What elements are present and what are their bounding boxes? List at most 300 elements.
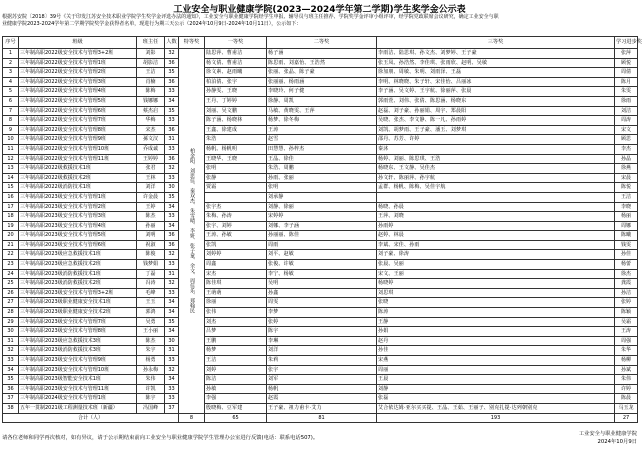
cell-first: 王鹏 — [205, 336, 267, 346]
cell-teacher: 陈杰 — [137, 212, 165, 222]
cell-count: 32 — [165, 365, 179, 375]
cell-third: 孙文轩、陈丽萍、孙宇航 — [377, 173, 615, 183]
cell-teacher: 孙永梅 — [137, 365, 165, 375]
cell-class: 三年制高职2023级安全技术与管理11班 — [19, 384, 137, 394]
cell-second: 杨帆 — [267, 384, 377, 394]
cell-class: 三年制高职2022级安全技术与管理1班 — [19, 58, 137, 68]
cell-teacher: 王婷 — [137, 202, 165, 212]
total-third: 193 — [377, 413, 615, 423]
cell-third: 吴晓、张杰、李文静、陈一凡、孙雨婷 — [377, 116, 615, 126]
header-special: 特等奖 — [179, 37, 205, 49]
cell-first: 吕梦 — [205, 327, 267, 337]
cell-third: 陈涛 — [377, 308, 615, 318]
cell-progress: 陈晨 — [615, 394, 638, 404]
cell-second: 李琳 — [267, 336, 377, 346]
cell-third: 张玉凤、孙浩然、李佳琪、张雨欣、赵明、吴敏 — [377, 58, 615, 68]
cell-class: 三年制高职2022级安全技术与管理10班 — [19, 144, 137, 154]
cell-no: 19 — [3, 221, 19, 231]
cell-no: 38 — [3, 403, 19, 413]
cell-progress: 孙佳 — [615, 250, 638, 260]
cell-teacher: 陈梅 — [137, 87, 165, 97]
cell-progress: 张婷 — [615, 298, 638, 308]
cell-no: 30 — [3, 327, 19, 337]
cell-progress: 钱雯 — [615, 240, 638, 250]
cell-count: 36 — [165, 231, 179, 241]
table-row — [3, 164, 638, 174]
cell-no: 34 — [3, 365, 19, 375]
cell-first: 贾霜 — [205, 183, 267, 193]
cell-third: 张磊 — [377, 394, 615, 404]
cell-third: 郭雨萱、刘伟、张倩、陈思涵、杨晓东 — [377, 96, 615, 106]
cell-count: 35 — [165, 106, 179, 116]
header-count: 人数 — [165, 37, 179, 49]
cell-class: 三年制高职2023级职业健康安全技术2班 — [19, 308, 137, 318]
cell-teacher: 冯涛 — [137, 279, 165, 289]
cell-first: 王鑫、徐建成 — [205, 125, 267, 135]
cell-second: 张宇 — [267, 365, 377, 375]
cell-second: 王子豪、祖力甫卡·艾力 — [267, 403, 377, 413]
total-second: 81 — [267, 413, 377, 423]
cell-teacher: 许金晨 — [137, 192, 165, 202]
cell-teacher: 祝淑 — [137, 240, 165, 250]
header-third: 三等奖 — [377, 37, 615, 49]
cell-second: 田慧慧、孙梓杰 — [267, 144, 377, 154]
table-row — [3, 327, 638, 337]
cell-count: 34 — [165, 202, 179, 212]
cell-no: 33 — [3, 356, 19, 366]
cell-class: 三年制高职2024级安全技术与管理1班 — [19, 394, 137, 404]
cell-third: 孙佳 — [377, 346, 615, 356]
cell-class: 三年制高职2022级安全技术与管理4班 — [19, 87, 137, 97]
cell-no: 15 — [3, 183, 19, 193]
cell-no: 22 — [3, 250, 19, 260]
cell-class: 三年制高职2023级职业健康安全技术1班 — [19, 298, 137, 308]
cell-count: 36 — [165, 58, 179, 68]
cell-class: 三年制高职2023级应急救援技术3班 — [19, 336, 137, 346]
cell-third: 张晨、吴丽 — [377, 260, 615, 270]
table-row — [3, 96, 638, 106]
signature-block — [500, 430, 637, 446]
cell-third: 刘凯、胡梦雨、王子豪、潘玉、刘梦琪 — [377, 125, 615, 135]
cell-progress: 王涛 — [615, 327, 638, 337]
cell-teacher: 吴勇 — [137, 317, 165, 327]
total-first: 65 — [205, 413, 267, 423]
cell-teacher: 王林 — [137, 173, 165, 183]
cell-first: 殷晓梅、豆军建 — [205, 403, 267, 413]
signature-org: 工业安全与职业健康学院 — [578, 431, 637, 437]
table-row — [3, 221, 638, 231]
cell-third: 秦沐 — [377, 144, 615, 154]
table-row — [3, 394, 638, 404]
table-row — [3, 212, 638, 222]
cell-count: 30 — [165, 336, 179, 346]
cell-no: 3 — [3, 68, 19, 78]
table-row — [3, 260, 638, 270]
cell-count: 32 — [165, 49, 179, 59]
table-row — [3, 279, 638, 289]
cell-first: 张凯 — [205, 240, 267, 250]
cell-first: 刘丽、吴文鹏 — [205, 106, 267, 116]
cell-count: 33 — [165, 116, 179, 126]
cell-teacher: 孙丽 — [137, 221, 165, 231]
cell-second: 刘静、徐丽 — [267, 202, 377, 212]
footer-note: 请各位老师和同学再次核对，如有异议，请于公示期结束前向工业安全与职业健康学院学生管理办公室进行反馈(电话：联系电话507)。 — [2, 435, 319, 441]
cell-no: 9 — [3, 125, 19, 135]
cell-class: 三年制高职2022级安全技术与管理11班 — [19, 154, 137, 164]
cell-progress: 杨丽 — [615, 212, 638, 222]
table-row — [3, 403, 638, 413]
cell-no: 29 — [3, 317, 19, 327]
cell-first: 杨梦 — [205, 346, 267, 356]
cell-count: 31 — [165, 346, 179, 356]
cell-teacher: 王洁 — [137, 68, 165, 78]
cell-no: 1 — [3, 49, 19, 59]
cell-first: 刘婷婷 — [205, 250, 267, 260]
cell-second: 陈宇 — [267, 327, 377, 337]
cell-teacher: 王婷婷 — [137, 154, 165, 164]
cell-third: 徐加朋、周敏、朱明、刘雨泽、王磊 — [377, 68, 615, 78]
cell-class: 三年制高职2023级消防救援技术3班 — [19, 346, 137, 356]
cell-no: 32 — [3, 346, 19, 356]
cell-class: 三年制高职2022级安全技术与管理3班 — [19, 77, 137, 87]
cell-class: 三年制高职2022级安全技术与管理9班 — [19, 135, 137, 145]
cell-first: 杨帆、杨帆明 — [205, 144, 267, 154]
cell-second: 刘承静 — [267, 192, 377, 202]
cell-no: 18 — [3, 212, 19, 222]
cell-third: 王静 — [377, 317, 615, 327]
cell-no: 13 — [3, 164, 19, 174]
cell-no: 2 — [3, 58, 19, 68]
cell-no: 10 — [3, 135, 19, 145]
cell-second: 刘娜、李子涵 — [267, 221, 377, 231]
cell-second: 刘军 — [267, 375, 377, 385]
table-row — [3, 49, 638, 59]
cell-second: 李宁、杨敏 — [267, 269, 377, 279]
cell-third: 刘静 — [377, 384, 615, 394]
cell-progress: 李杰 — [615, 144, 638, 154]
cell-second: 王涛 — [267, 125, 377, 135]
cell-teacher: 王小丽 — [137, 327, 165, 337]
cell-no: 21 — [3, 240, 19, 250]
cell-third: 孙雨婷 — [377, 221, 615, 231]
cell-teacher: 毛峰 — [137, 288, 165, 298]
cell-progress: 杨柳 — [615, 356, 638, 366]
cell-progress: 宋文 — [615, 125, 638, 135]
cell-progress: 陈颖 — [615, 308, 638, 318]
cell-teacher: 刘明 — [137, 231, 165, 241]
cell-class: 三年制高职2023级应急救援技术2班 — [19, 260, 137, 270]
cell-progress: 王洁 — [615, 192, 638, 202]
intro-line: 根据苏安院〔2018〕39号《关于印发江苏安全技术职业学院学生奖学金评选办法的通知》，工业安全与职业健康学院经学生申报、辅导员与班主任推荐、学院奖学金评审小组评审，经学院党政联席会议研究，确定工业安全与职 — [2, 14, 499, 20]
header-class: 班级 — [19, 37, 137, 49]
cell-no: 31 — [3, 336, 19, 346]
cell-count: 33 — [165, 87, 179, 97]
cell-no: 5 — [3, 87, 19, 97]
cell-teacher: 宋杰 — [137, 125, 165, 135]
table-row — [3, 125, 638, 135]
cell-first — [205, 192, 267, 202]
cell-class: 三年制高职2023级安全技术与管理4班 — [19, 221, 137, 231]
cell-third: 王萍、刘晓 — [377, 212, 615, 222]
cell-third: 刘子豪、徐涛 — [377, 250, 615, 260]
table-row — [3, 87, 638, 97]
cell-progress: 李晓 — [615, 202, 638, 212]
cell-second: 朱莉 — [267, 356, 377, 366]
cell-progress: 周倩 — [615, 68, 638, 78]
cell-teacher: 朱伟 — [137, 375, 165, 385]
cell-second: 马敏、黄晓雯、王萍 — [267, 106, 377, 116]
cell-second: 张丽丽、杨雨涵 — [267, 77, 377, 87]
cell-third: 刘思琪 — [377, 288, 615, 298]
cell-progress: 陈曦 — [615, 231, 638, 241]
cell-teacher: 杨勇 — [137, 356, 165, 366]
cell-progress: 朱华 — [615, 346, 638, 356]
cell-first: 刘杰 — [205, 317, 267, 327]
cell-second: 李梦 — [267, 308, 377, 318]
cell-progress: 孙斌 — [615, 365, 638, 375]
cell-third: 杨晓、孙晨 — [377, 202, 615, 212]
cell-progress: 顾悦 — [615, 58, 638, 68]
cell-class: 三年制高职2023级安全技术与管理5班 — [19, 231, 137, 241]
signature-date: 2024年10月9日 — [597, 439, 637, 445]
cell-progress: 许婷 — [615, 384, 638, 394]
cell-third — [377, 192, 615, 202]
cell-class: 三年制高职2022级救援技术1班 — [19, 164, 137, 174]
cell-second: 周雨 — [267, 240, 377, 250]
cell-class: 三年制高职2023级安全技术与管理2班 — [19, 202, 137, 212]
cell-count: 34 — [165, 221, 179, 231]
cell-second: 赵雪 — [267, 135, 377, 145]
cell-first: 徐文素、赵雨曦 — [205, 68, 267, 78]
table-row — [3, 192, 638, 202]
cell-first: 陆思萍、曹甫洁 — [205, 49, 267, 59]
cell-progress: 朱雯 — [615, 87, 638, 97]
table-row — [3, 77, 638, 87]
cell-progress: 周娜 — [615, 221, 638, 231]
cell-teacher: 陈俊 — [137, 250, 165, 260]
cell-progress: 徐雨 — [615, 96, 638, 106]
cell-count: 31 — [165, 135, 179, 145]
cell-count: 34 — [165, 96, 179, 106]
cell-no: 25 — [3, 279, 19, 289]
cell-teacher: 张君 — [137, 164, 165, 174]
cell-first: 王丹、丁婷婷 — [205, 96, 267, 106]
table-row — [3, 240, 638, 250]
table-row — [3, 68, 638, 78]
cell-class: 三年制高职2023级安全技术与管理10班 — [19, 365, 137, 375]
cell-count: 33 — [165, 212, 179, 222]
cell-progress: 吴霜 — [615, 317, 638, 327]
cell-teacher: 乔成诚 — [137, 144, 165, 154]
cell-first: 张宇、刘婷 — [205, 221, 267, 231]
cell-third: 李雨洁、陆思琪、孙文杰、刘梦婷、王子豪 — [377, 49, 615, 59]
award-table — [2, 36, 642, 423]
cell-second: 李晓玲、何子健 — [267, 87, 377, 97]
cell-third: 赵丹 — [377, 336, 615, 346]
cell-count: 33 — [165, 356, 179, 366]
cell-progress: 周强 — [615, 336, 638, 346]
table-row — [3, 356, 638, 366]
cell-third: 宋燕 — [377, 356, 615, 366]
cell-teacher: 陈宇 — [137, 394, 165, 404]
table-row — [3, 154, 638, 164]
table-row — [3, 375, 638, 385]
cell-second: 周雯 — [267, 298, 377, 308]
table-row — [3, 336, 638, 346]
cell-count: 36 — [165, 240, 179, 250]
cell-teacher: 朱宇 — [137, 346, 165, 356]
cell-first: 张静 — [205, 173, 267, 183]
total-progress: 27 — [615, 413, 638, 423]
cell-count: 35 — [165, 317, 179, 327]
header-first: 一等奖 — [205, 37, 267, 49]
table-row — [3, 317, 638, 327]
cell-class: 三年制高职2022级安全技术与管理3+2班 — [19, 49, 137, 59]
cell-first: 朱梅、孙涛 — [205, 212, 267, 222]
cell-second: 张婷 — [267, 317, 377, 327]
cell-second: 杨梦、徐冬梅 — [267, 116, 377, 126]
cell-first: 陈佳琪 — [205, 279, 267, 289]
cell-second: 王晶、徐佳 — [267, 154, 377, 164]
cell-progress: 周涛 — [615, 116, 638, 126]
table-row — [3, 269, 638, 279]
cell-first: 宋杰 — [205, 269, 267, 279]
cell-first: 孙敏 — [205, 384, 267, 394]
page-title: 工业安全与职业健康学院(2023—2024学年第二学期)学生奖学金公示表 — [173, 5, 466, 15]
cell-class: 五年一贯制2021级工程测量技术班（新疆） — [19, 403, 137, 413]
cell-no: 27 — [3, 298, 19, 308]
cell-teacher: 刘影 — [137, 49, 165, 59]
table-header-row — [3, 37, 638, 49]
cell-third: 邵丹、苏芳、许婷 — [377, 135, 615, 145]
cell-third: 王晨 — [377, 375, 615, 385]
cell-first: 周鑫 — [205, 260, 267, 270]
cell-progress: 宋晨 — [615, 173, 638, 183]
cell-no: 7 — [3, 106, 19, 116]
header-no: 序号 — [3, 37, 19, 49]
cell-third: 孟群、杨帆、陈梅、吴佳宇航 — [377, 183, 615, 193]
cell-third: 李明、林晓晓、朱子轩、宋佳怡、吕丽冰 — [377, 77, 615, 87]
cell-count: 32 — [165, 164, 179, 174]
cell-first: 陈子涵、杨晓林 — [205, 116, 267, 126]
cell-second: 徐静、周凯 — [267, 96, 377, 106]
cell-third: 杨晓婷 — [377, 279, 615, 289]
cell-count: 32 — [165, 250, 179, 260]
cell-count: 36 — [165, 77, 179, 87]
cell-class: 三年制高职2023级安全技术与管理8班 — [19, 327, 137, 337]
cell-count: 32 — [165, 279, 179, 289]
cell-class: 三年制高职2022级安全技术与管理6班 — [19, 106, 137, 116]
table-row — [3, 135, 638, 145]
cell-teacher: 冯国峰 — [137, 403, 165, 413]
cell-second: 刘洋 — [267, 346, 377, 356]
table-row — [3, 106, 638, 116]
cell-first: 王洁 — [205, 356, 267, 366]
cell-second: 张俊、许敏 — [267, 260, 377, 270]
cell-class: 三年制高职2023级安全技术与管理3+2班 — [19, 288, 137, 298]
header-teacher: 班主任 — [137, 37, 165, 49]
cell-special-names: 柏金阳、刘思佳、秦双杰、朱雪晴、李妍、张子童、余文、周佳乐、郑翰民 — [179, 49, 205, 414]
cell-no: 14 — [3, 173, 19, 183]
cell-count: 36 — [165, 154, 179, 164]
cell-third: 赵婷、林晨 — [377, 231, 615, 241]
cell-first: 王萌萌 — [205, 288, 267, 298]
cell-no: 11 — [3, 144, 19, 154]
cell-no: 8 — [3, 116, 19, 126]
cell-second: 陈思雨、刘嘉怡、王浩然 — [267, 58, 377, 68]
cell-progress: 陈悦 — [615, 183, 638, 193]
table-row — [3, 384, 638, 394]
cell-third: 宋文、王丽 — [377, 269, 615, 279]
cell-class: 三年制高职2023级消防救援技术2班 — [19, 279, 137, 289]
cell-first: 王涛、孙敏 — [205, 231, 267, 241]
cell-count: 33 — [165, 384, 179, 394]
cell-second: 刘平、赵敏 — [267, 250, 377, 260]
cell-count: 30 — [165, 183, 179, 193]
cell-count: 34 — [165, 298, 179, 308]
cell-second: 孙雨、张丽 — [267, 173, 377, 183]
cell-teacher: 陈杰 — [137, 336, 165, 346]
cell-class: 三年制高职2023级智能安全技术1班 — [19, 375, 137, 385]
cell-first: 朱浩 — [205, 135, 267, 145]
cell-first: 张明 — [205, 164, 267, 174]
cell-count: 31 — [165, 269, 179, 279]
table-row — [3, 202, 638, 212]
cell-class: 三年制高职2023级安全技术与管理6班 — [19, 240, 137, 250]
cell-no: 23 — [3, 260, 19, 270]
intro-line: 业健康学院2023-2024学年第二学期学院奖学金获得者名单，现进行为期三天公示（2024年10月9日-2024年10月11日），公示如下： — [2, 21, 302, 27]
cell-teacher: 华梅 — [137, 116, 165, 126]
intro-text — [2, 14, 637, 28]
total-label: 合计（人） — [3, 413, 179, 423]
cell-teacher: 刘洋 — [137, 183, 165, 193]
cell-count: 33 — [165, 144, 179, 154]
cell-progress: 龚霞 — [615, 279, 638, 289]
cell-class: 三年制高职2023级应急救援技术1班 — [19, 250, 137, 260]
cell-first: 张伟 — [205, 308, 267, 318]
cell-no: 35 — [3, 375, 19, 385]
cell-second: 孙鑫 — [267, 288, 377, 298]
cell-third: 张晓 — [377, 298, 615, 308]
cell-no: 24 — [3, 269, 19, 279]
cell-count: 33 — [165, 173, 179, 183]
table-row — [3, 288, 638, 298]
cell-count: 35 — [165, 68, 179, 78]
cell-teacher: 郭鸿 — [137, 308, 165, 318]
cell-third: 李子涵、吴文婷、王宇航、徐丽萍、张晨 — [377, 87, 615, 97]
cell-progress: 刘洁 — [615, 106, 638, 116]
cell-progress: 杨蕾 — [615, 260, 638, 270]
cell-class: 三年制高职2022级安全技术与管理2班 — [19, 68, 137, 78]
cell-first: 孙静雯、王晓 — [205, 87, 267, 97]
cell-first: 杨文倩、曹甫洁 — [205, 58, 267, 68]
cell-second: 朱浩、周鹏 — [267, 164, 377, 174]
cell-third: 杨婷、刘丽、陈思琪、王浩 — [377, 154, 615, 164]
cell-second: 张明 — [267, 183, 377, 193]
cell-no: 28 — [3, 308, 19, 318]
table-row — [3, 346, 638, 356]
cell-third: 艾合依达姆·亚尔买买提、王晶、王茹、王丽子、别克扎提·达列朝别克 — [377, 403, 615, 413]
cell-no: 4 — [3, 77, 19, 87]
cell-third: 孙娟 — [377, 327, 615, 337]
cell-count: 34 — [165, 375, 179, 385]
cell-no: 37 — [3, 394, 19, 404]
cell-teacher: 胡影洁 — [137, 58, 165, 68]
cell-progress: 孙晶 — [615, 154, 638, 164]
table-row — [3, 144, 638, 154]
cell-count: 34 — [165, 327, 179, 337]
cell-count: 35 — [165, 192, 179, 202]
